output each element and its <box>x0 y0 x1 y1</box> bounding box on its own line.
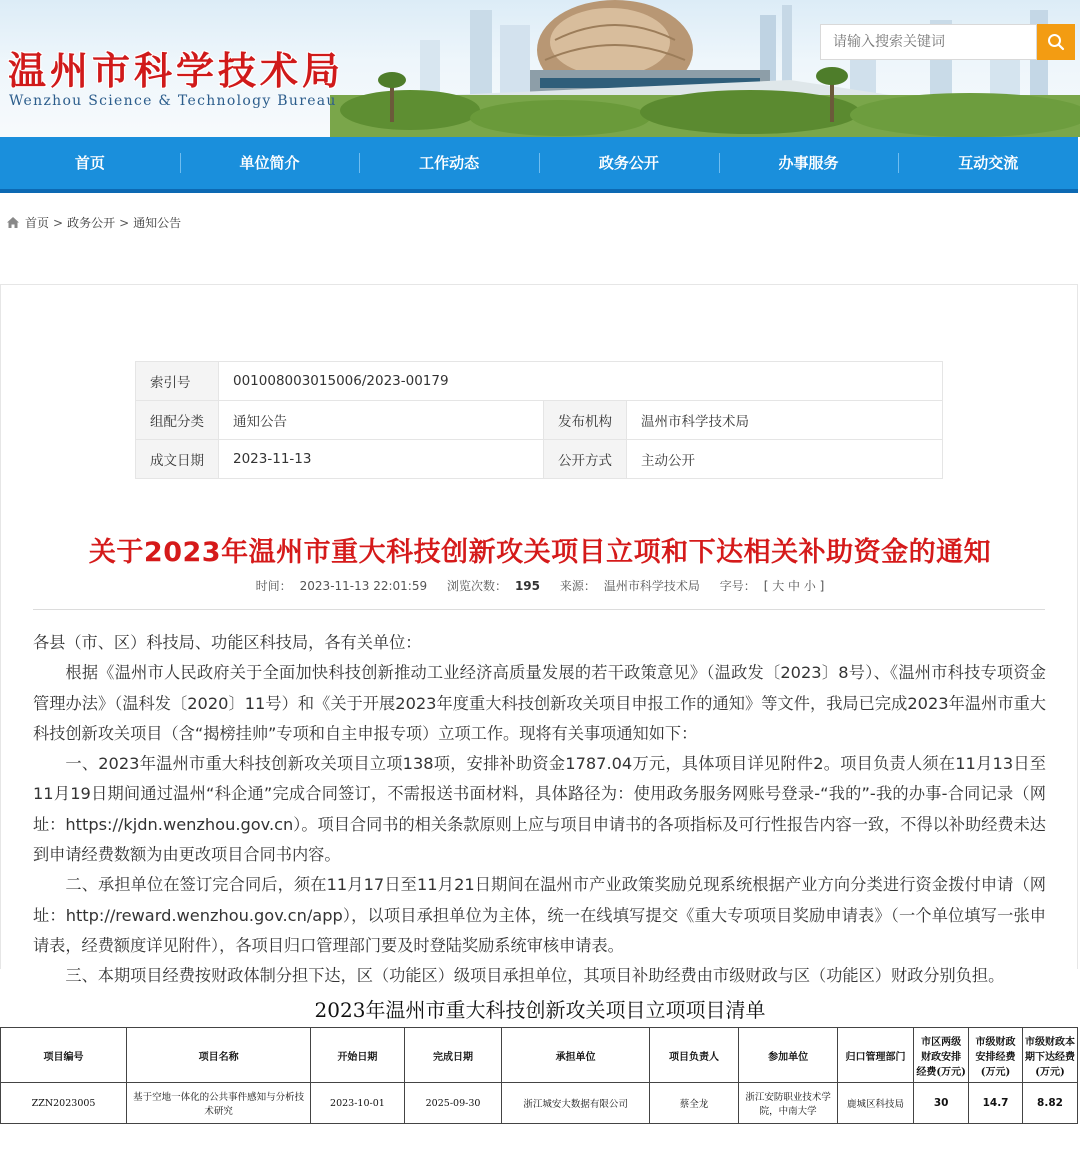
column-header: 市区两级财政安排经费(万元) <box>914 1028 969 1083</box>
publish-time: 2023-11-13 22:01:59 <box>299 579 428 593</box>
column-header: 完成日期 <box>404 1028 502 1083</box>
meta-publisher-value: 温州市科学技术局 <box>627 401 943 440</box>
breadcrumb-home[interactable]: 首页 <box>25 216 50 230</box>
meta-index-label: 索引号 <box>136 362 219 401</box>
table-cell: 30 <box>914 1083 969 1124</box>
document-meta-table <box>135 361 943 479</box>
project-table <box>0 1027 1078 1124</box>
breadcrumb-notice[interactable]: 通知公告 <box>133 216 182 230</box>
column-header: 市级财政本期下达经费(万元) <box>1022 1028 1077 1083</box>
header-banner <box>0 0 1080 137</box>
article-paragraph: 一、2023年温州市重大科技创新攻关项目立项138项，安排补助资金1787.04万元，具体项目详见附件2。项目负责人须在11月13日至11月19日期间通过温州“科企通”完成合同签订，不需报送书面材料，具体路径为：使用政务服务网账号登录-“我的”-我的办事-合同记录（网址：https://kjdn.wenzhou.gov.cn）。项目合同书的相关条款原则上应与项目申请书的各项指标及可行性报告内容一致，不得以补助经费未达到申请经费数额为由更改项目合同书内容。 <box>33 754 1046 865</box>
city-skyline-illustration <box>330 0 1080 137</box>
table-cell: 鹿城区科技局 <box>837 1083 913 1124</box>
table-cell: 浙江安防职业技术学院，中南大学 <box>739 1083 838 1124</box>
table-row <box>1 1083 1078 1124</box>
meta-mode-value: 主动公开 <box>627 440 943 479</box>
view-count: 195 <box>514 579 541 593</box>
meta-mode-label: 公开方式 <box>544 440 627 479</box>
article-greeting: 各县（市、区）科技局、功能区科技局，各有关单位： <box>33 633 422 652</box>
table-cell: 基于空地一体化的公共事件感知与分析技术研究 <box>127 1083 311 1124</box>
breadcrumb-gov-info[interactable]: 政务公开 <box>67 216 116 230</box>
column-header: 项目负责人 <box>649 1028 738 1083</box>
project-table-title: 2023年温州市重大科技创新攻关项目立项项目清单 <box>314 998 766 1022</box>
source-label: 来源： <box>559 579 596 593</box>
home-icon <box>6 216 20 229</box>
meta-index-value: 001008003015006/2023-00179 <box>219 362 943 401</box>
meta-date-value: 2023-11-13 <box>219 440 544 479</box>
meta-date-label: 成文日期 <box>136 440 219 479</box>
meta-category-label: 组配分类 <box>136 401 219 440</box>
search-button[interactable] <box>1037 24 1075 60</box>
time-label: 时间： <box>255 579 292 593</box>
article-info-bar <box>1 577 1079 594</box>
site-logo-subtitle: Wenzhou Science & Technology Bureau <box>9 93 337 109</box>
column-header: 项目编号 <box>1 1028 127 1083</box>
nav-about[interactable]: 单位简介 <box>180 137 360 189</box>
article-body <box>33 628 1046 992</box>
table-cell: ZZN2023005 <box>1 1083 127 1124</box>
table-cell: 2025-09-30 <box>404 1083 502 1124</box>
table-cell: 浙江城安大数据有限公司 <box>502 1083 649 1124</box>
font-size-label: 字号： <box>719 579 756 593</box>
nav-gov-info[interactable]: 政务公开 <box>539 137 719 189</box>
table-cell: 14.7 <box>969 1083 1023 1124</box>
article-paragraph: 二、承担单位在签订完合同后，须在11月17日至11月21日期间在温州市产业政策奖励兑现系统根据产业方向分类进行资金拨付申请（网址：http://reward.wenzhou.gov.cn/app），以项目承担单位为主体，统一在线填写提交《重大专项项目奖励申请表》（一个单位填写一张申请表，经费额度详见附件），各项目归口管理部门要及时登陆奖励系统审核申请表。 <box>33 875 1046 955</box>
search-input[interactable] <box>820 24 1037 60</box>
column-header: 开始日期 <box>311 1028 405 1083</box>
main-nav <box>0 137 1078 193</box>
article-title: 关于2023年温州市重大科技创新攻关项目立项和下达相关补助资金的通知 <box>88 537 992 568</box>
views-label: 浏览次数： <box>446 579 507 593</box>
font-size-switcher[interactable]: [ 大 中 小 ] <box>763 579 825 593</box>
table-cell: 2023-10-01 <box>311 1083 405 1124</box>
table-header-row <box>1 1028 1078 1083</box>
site-logo-title[interactable]: 温州市科学技术局 <box>8 48 345 93</box>
meta-publisher-label: 发布机构 <box>544 401 627 440</box>
article-panel <box>0 284 1078 986</box>
table-cell: 蔡全龙 <box>649 1083 738 1124</box>
title-divider <box>33 609 1045 610</box>
article-source: 温州市科学技术局 <box>603 579 700 593</box>
article-paragraph: 三、本期项目经费按财政体制分担下达，区（功能区）级项目承担单位，其项目补助经费由市级财政与区（功能区）财政分别负担。 <box>65 966 1005 986</box>
breadcrumb-separator: > <box>119 215 130 230</box>
column-header: 项目名称 <box>127 1028 311 1083</box>
search-icon <box>1047 33 1065 51</box>
column-header: 承担单位 <box>502 1028 649 1083</box>
nav-home[interactable]: 首页 <box>74 154 105 172</box>
column-header: 参加单位 <box>739 1028 838 1083</box>
breadcrumb <box>6 214 181 231</box>
column-header: 归口管理部门 <box>837 1028 913 1083</box>
column-header: 市级财政安排经费(万元) <box>969 1028 1023 1083</box>
nav-services[interactable]: 办事服务 <box>719 137 899 189</box>
meta-category-value: 通知公告 <box>219 401 544 440</box>
table-cell: 8.82 <box>1022 1083 1077 1124</box>
article-paragraph: 根据《温州市人民政府关于全面加快科技创新推动工业经济高质量发展的若干政策意见》（温政发〔2023〕8号）、《温州市科技专项资金管理办法》（温科发〔2020〕11号）和《关于开展2023年度重大科技创新攻关项目申报工作的通知》等文件，我局已完成2023年温州市重大科技创新攻关项目（含“揭榜挂帅”专项和自主申报专项）立项工作。现将有关事项通知如下： <box>33 663 1046 743</box>
nav-work-news[interactable]: 工作动态 <box>359 137 539 189</box>
breadcrumb-separator: > <box>53 215 64 230</box>
nav-interaction[interactable]: 互动交流 <box>898 137 1078 189</box>
